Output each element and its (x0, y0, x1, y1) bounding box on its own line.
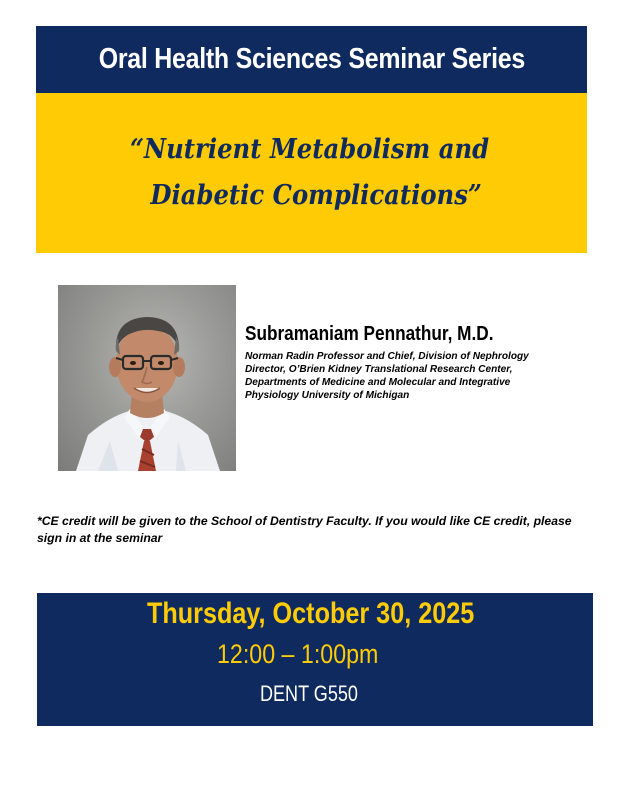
talk-title-band (36, 93, 587, 253)
event-details-band (37, 593, 593, 726)
speaker-title-line: Physiology University of Michigan (245, 390, 410, 401)
series-title: Oral Health Sciences Seminar Series (98, 43, 525, 75)
speaker-portrait-illustration (58, 285, 236, 471)
speaker-title-line: Norman Radin Professor and Chief, Division of Nephrology (245, 351, 529, 362)
speaker-photo (58, 285, 236, 471)
ce-credit-note: *CE credit will be given to the School of Dentistry Faculty. If you would like CE credit, please sign in at the seminar (37, 514, 572, 545)
event-location: DENT G550 (260, 681, 358, 706)
event-time: 12:00 – 1:00pm (217, 639, 379, 669)
series-header-band (36, 26, 587, 93)
speaker-name: Subramaniam Pennathur, M.D. (245, 323, 494, 345)
talk-title-line-2: Diabetic Complications” (150, 180, 483, 211)
speaker-info (245, 323, 585, 402)
speaker-title-line: Director, O’Brien Kidney Translational Research Center, (245, 364, 513, 375)
event-date: Thursday, October 30, 2025 (147, 597, 475, 630)
talk-title-line-1: “Nutrient Metabolism and (129, 134, 490, 165)
speaker-title-line: Departments of Medicine and Molecular and Integrative (245, 377, 511, 388)
